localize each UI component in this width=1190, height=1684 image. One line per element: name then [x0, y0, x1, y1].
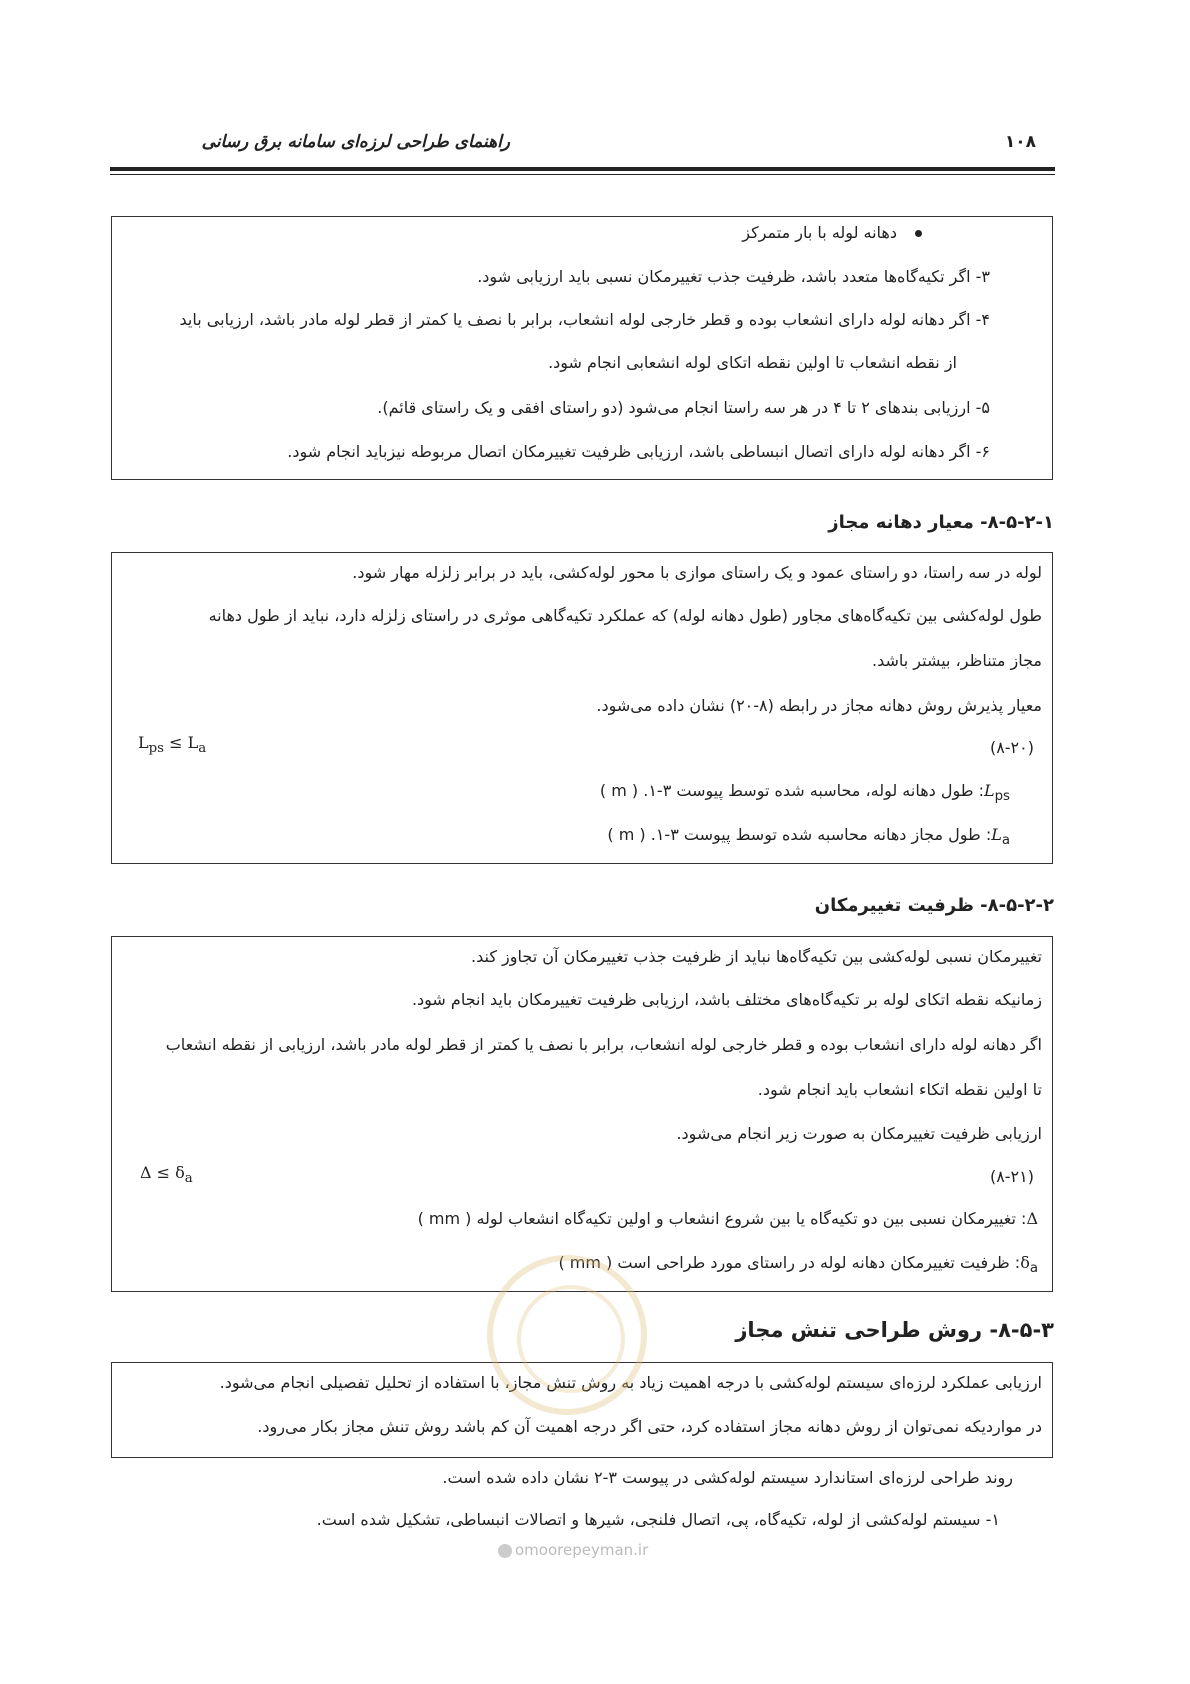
page-number: ۱۰۸	[1004, 132, 1036, 152]
definition-text: : طول مجاز دهانه محاسبه شده توسط پیوست ۳-۱. ( m )	[607, 825, 992, 844]
requirements-box	[111, 216, 1053, 480]
header-rule-thin	[110, 174, 1055, 175]
paragraph-line: زمانیکه نقطه اتکای لوله بر تکیه‌گاه‌های مختلف باشد، ارزیابی ظرفیت تغییرمکان باید انجام شود.	[411, 990, 1042, 1009]
definition-line	[607, 825, 1010, 848]
definition-symbol: L	[991, 825, 1002, 844]
paragraph-line: در مواردیکه نمی‌توان از روش دهانه مجاز استفاده کرد، حتی اگر درجه اهمیت آن کم باشد روش تنش مجاز بکار می‌رود.	[257, 1417, 1042, 1436]
list-item: از نقطه انشعاب تا اولین نقطه اتکای لوله انشعابی انجام شود.	[548, 353, 957, 372]
running-title: راهنمای طراحی لرزه‌ای سامانه برق رسانی	[201, 132, 510, 152]
list-item: ۳- اگر تکیه‌گاه‌ها متعدد باشد، ظرفیت جذب تغییرمکان نسبی باید ارزیابی شود.	[477, 267, 990, 286]
definition-line	[558, 1253, 1038, 1276]
list-item: ۱- سیستم لوله‌کشی از لوله، تکیه‌گاه، پی، اتصال فلنجی، شیرها و اتصالات انبساطی، تشکیل شده است.	[316, 1510, 1000, 1529]
paragraph-line: طول لوله‌کشی بین تکیه‌گاه‌های مجاور (طول دهانه لوله) که عملکرد تکیه‌گاهی موثری در راستای زلزله دارد، نباید از طول دهانه	[208, 606, 1042, 625]
span-formula	[138, 733, 206, 756]
equation-number: (۸-۲۰)	[989, 738, 1034, 757]
formula-rhs-sub: a	[198, 741, 207, 757]
paragraph-line: روند طراحی لرزه‌ای استاندارد سیستم لوله‌کشی در پیوست ۳-۲ نشان داده شده است.	[442, 1468, 1013, 1487]
list-item: ۵- ارزیابی بندهای ۲ تا ۴ در هر سه راستا انجام می‌شود (دو راستای افقی و یک راستای قائم).	[377, 398, 990, 417]
watermark-text	[498, 1541, 648, 1559]
definition-subscript: ps	[994, 789, 1010, 805]
watermark-label: omoorepeyman.ir	[515, 1541, 649, 1559]
allowable-span-box	[111, 552, 1053, 864]
running-header	[110, 126, 1050, 156]
definition-symbol: δ	[1020, 1253, 1030, 1272]
definition-subscript: a	[1001, 833, 1010, 849]
displacement-capacity-box	[111, 936, 1053, 1292]
paragraph-line: ارزیابی عملکرد لرزه‌ای سیستم لوله‌کشی با درجه اهمیت زیاد به روش تنش مجاز، با استفاده از تحلیل تفصیلی انجام می‌شود.	[219, 1373, 1042, 1392]
section-heading: ۸-۵-۳- روش طراحی تنش مجاز	[735, 1318, 1054, 1342]
formula-rhs: L	[187, 733, 199, 752]
paragraph-line: ارزیابی ظرفیت تغییرمکان به صورت زیر انجام می‌شود.	[676, 1124, 1042, 1143]
bullet-item	[742, 223, 922, 242]
formula-rhs-sub: a	[184, 1171, 193, 1187]
paragraph-line: تا اولین نقطه اتکاء انشعاب باید انجام شود.	[757, 1080, 1042, 1099]
watermark-icon	[498, 1544, 512, 1558]
formula-lhs: L	[138, 733, 149, 752]
definition-text: : تغییرمکان نسبی بین دو تکیه‌گاه یا بین شروع انشعاب و اولین تکیه‌گاه انشعاب لوله ( mm )	[417, 1209, 1027, 1228]
definition-subscript: a	[1029, 1261, 1038, 1277]
paragraph-line: لوله در سه راستا، دو راستای عمود و یک راستای موازی با محور لوله‌کشی، باید در برابر زلزله مهار شود.	[352, 563, 1042, 582]
definition-symbol: Δ	[1026, 1209, 1038, 1228]
equation-number: (۸-۲۱)	[989, 1167, 1034, 1186]
bullet-text: دهانه لوله با بار متمرکز	[742, 223, 897, 242]
definition-text: : طول دهانه لوله، محاسبه شده توسط پیوست ۳-۱. ( m )	[599, 781, 984, 800]
paragraph-line: مجاز متناظر، بیشتر باشد.	[871, 651, 1042, 670]
paragraph-line: اگر دهانه لوله دارای انشعاب بوده و قطر خارجی لوله انشعاب، برابر با نصف یا کمتر از قطر لوله مادر باشد، ارزیابی از نقطه انشعاب	[165, 1035, 1042, 1054]
paragraph-line: تغییرمکان نسبی لوله‌کشی بین تکیه‌گاه‌ها نباید از ظرفیت جذب تغییرمکان آن تجاوز کند.	[471, 947, 1042, 966]
formula-operator: ≤	[156, 1163, 171, 1182]
section-heading: ۸-۵-۲-۲- ظرفیت تغییرمکان	[814, 895, 1054, 916]
watermark-seal	[487, 1255, 647, 1415]
definition-text: : ظرفیت تغییرمکان دهانه لوله در راستای مورد طراحی است ( mm )	[558, 1253, 1021, 1272]
header-rule-thick	[110, 167, 1055, 171]
definition-line	[600, 781, 1010, 804]
definition-symbol: L	[983, 781, 995, 800]
section-heading: ۸-۵-۲-۱- معیار دهانه مجاز	[828, 512, 1054, 533]
bullet-icon	[915, 230, 922, 237]
formula-rhs: δ	[175, 1163, 185, 1182]
displacement-formula	[140, 1163, 193, 1186]
formula-lhs-sub: ps	[148, 741, 164, 757]
list-item: ۶- اگر دهانه لوله دارای اتصال انبساطی باشد، ارزیابی ظرفیت تغییرمکان اتصال مربوطه نیزباید انجام شود.	[287, 442, 990, 461]
definition-line	[418, 1209, 1038, 1228]
formula-lhs: Δ	[140, 1163, 152, 1182]
paragraph-line: معیار پذیرش روش دهانه مجاز در رابطه (۸-۲۰) نشان داده می‌شود.	[596, 696, 1042, 715]
formula-operator: ≤	[169, 733, 183, 752]
list-item: ۴- اگر دهانه لوله دارای انشعاب بوده و قطر خارجی لوله انشعاب، برابر با نصف یا کمتر از قطر لوله مادر باشد، ارزیابی باید	[179, 310, 990, 329]
